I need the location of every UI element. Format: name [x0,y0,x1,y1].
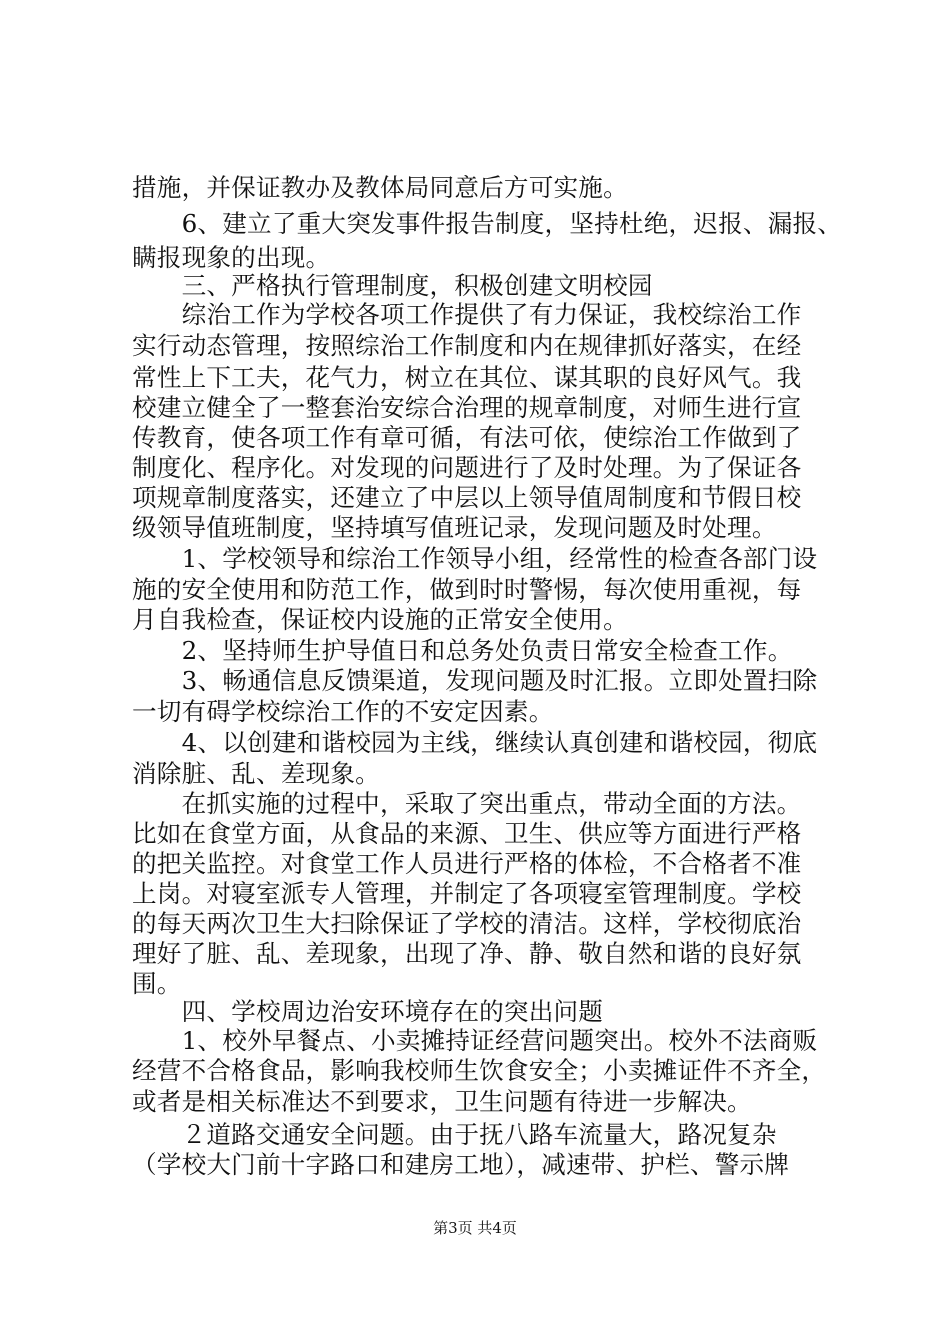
text-line: ２道路交通安全问题。由于抚八路车流量大，路况复杂 [132,1120,777,1149]
text-line: 1、校外早餐点、小卖摊持证经营问题突出。校外不法商贩 [132,1026,818,1055]
text-line: 施的安全使用和防范工作，做到时时警惕，每次使用重视，每 [132,575,802,604]
text-line: 措施，并保证教办及教体局同意后方可实施。 [132,173,628,202]
section-heading: 四、学校周边治安环境存在的突出问题 [132,997,604,1026]
page-footer: 第3页 共4页 [433,1219,517,1237]
text-line: 消除脏、乱、差现象。 [132,759,380,788]
text-line: 6、建立了重大突发事件报告制度，坚持杜绝，迟报、漏报、 [132,209,843,238]
text-line: 传教育，使各项工作有章可循，有法可依，使综治工作做到了 [132,423,802,452]
text-line: 项规章制度落实，还建立了中层以上领导值周制度和节假日校 [132,483,802,512]
section-heading: 三、严格执行管理制度，积极创建文明校园 [132,271,653,300]
text-line: 月自我检查，保证校内设施的正常安全使用。 [132,605,628,634]
text-line: 或者是相关标准达不到要求，卫生问题有待进一步解决。 [132,1087,752,1116]
text-line: 综治工作为学校各项工作提供了有力保证，我校综治工作 [132,300,802,329]
text-line: 2、坚持师生护导值日和总务处负责日常安全检查工作。 [132,636,793,665]
text-line: 经营不合格食品，影响我校师生饮食安全；小卖摊证件不齐全， [132,1056,827,1085]
text-line: 比如在食堂方面，从食品的来源、卫生、供应等方面进行严格 [132,819,802,848]
text-line: 一切有碍学校综治工作的不安定因素。 [132,697,554,726]
text-line: 1、学校领导和综治工作领导小组，经常性的检查各部门设 [132,544,818,573]
text-line: 的把关监控。对食堂工作人员进行严格的体检，不合格者不准 [132,849,802,878]
text-line: 理好了脏、乱、差现象，出现了净、静、敬自然和谐的良好氛 [132,939,802,968]
text-line: 常性上下工夫，花气力，树立在其位、谋其职的良好风气。我 [132,363,802,392]
text-line: 的每天两次卫生大扫除保证了学校的清洁。这样，学校彻底治 [132,909,802,938]
text-line: 上岗。对寝室派专人管理，并制定了各项寝室管理制度。学校 [132,879,802,908]
text-line: 在抓实施的过程中，采取了突出重点，带动全面的方法。 [132,789,802,818]
text-line: 制度化、程序化。对发现的问题进行了及时处理。为了保证各 [132,453,802,482]
text-line: 3、畅通信息反馈渠道，发现问题及时汇报。立即处置扫除 [132,666,818,695]
text-line: 4、以创建和谐校园为主线，继续认真创建和谐校园，彻底 [132,728,818,757]
text-line: 围。 [132,969,182,998]
text-line: 校建立健全了一整套治安综合治理的规章制度，对师生进行宣 [132,393,802,422]
text-line: 级领导值班制度，坚持填写值班记录，发现问题及时处理。 [132,513,777,542]
text-line: 实行动态管理，按照综治工作制度和内在规律抓好落实，在经 [132,331,802,360]
text-line: 瞒报现象的出现。 [132,243,331,272]
text-line: （学校大门前十字路口和建房工地），减速带、护栏、警示牌 [132,1150,790,1179]
